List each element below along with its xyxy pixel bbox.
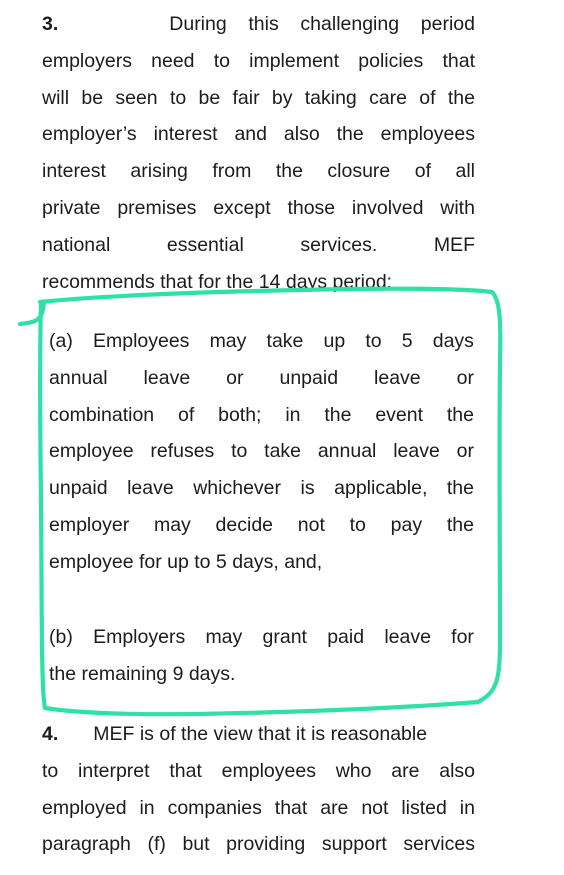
paragraph-3-number: 3. bbox=[42, 13, 59, 35]
item-a-line-1: (a) Employees may take up to 5 days bbox=[49, 330, 474, 352]
item-a bbox=[49, 323, 474, 581]
paragraph-3-line-1 bbox=[42, 6, 475, 43]
item-a-line-2: annual leave or unpaid leave or bbox=[49, 366, 474, 389]
paragraph-4-number: 4. bbox=[42, 723, 59, 745]
item-a-line-5: unpaid leave whichever is applicable, the bbox=[49, 477, 474, 500]
paragraph-3-line-7: national essential services. MEF bbox=[42, 233, 475, 256]
paragraph-4-line-4: paragraph (f) but providing support services bbox=[42, 833, 475, 856]
item-a-line-6: employer may decide not to pay the bbox=[49, 513, 474, 536]
paragraph-3-line-5: interest arising from the closure of all bbox=[42, 160, 475, 183]
paragraph-3-line-2: employers need to implement policies that bbox=[42, 49, 475, 72]
paragraph-4-line-1-text: MEF is of the view that it is reasonable bbox=[93, 723, 428, 745]
paragraph-4-line-3: employed in companies that are not listed in bbox=[42, 796, 475, 819]
paragraph-4-line-1 bbox=[42, 716, 475, 753]
item-a-line-4: employee refuses to take annual leave or bbox=[49, 440, 474, 463]
item-b-line-2: the remaining 9 days. bbox=[49, 662, 236, 685]
paragraph-4-line-2: to interpret that employees who are also bbox=[42, 759, 475, 782]
paragraph-3 bbox=[42, 6, 475, 300]
paragraph-4 bbox=[42, 716, 475, 863]
item-b bbox=[49, 619, 474, 693]
item-a-line-3: combination of both; in the event the bbox=[49, 403, 474, 426]
item-b-line-1: (b) Employers may grant paid leave for bbox=[49, 626, 474, 648]
item-a-line-7: employee for up to 5 days, and, bbox=[49, 550, 323, 573]
paragraph-3-line-4: employer’s interest and also the employees bbox=[42, 123, 475, 146]
paragraph-3-line-1-text: During this challenging period bbox=[169, 13, 475, 35]
paragraph-3-line-3: will be seen to be fair by taking care of the bbox=[42, 86, 475, 109]
paragraph-3-line-8: recommends that for the 14 days period: bbox=[42, 270, 393, 293]
paragraph-3-line-6: private premises except those involved with bbox=[42, 196, 475, 219]
